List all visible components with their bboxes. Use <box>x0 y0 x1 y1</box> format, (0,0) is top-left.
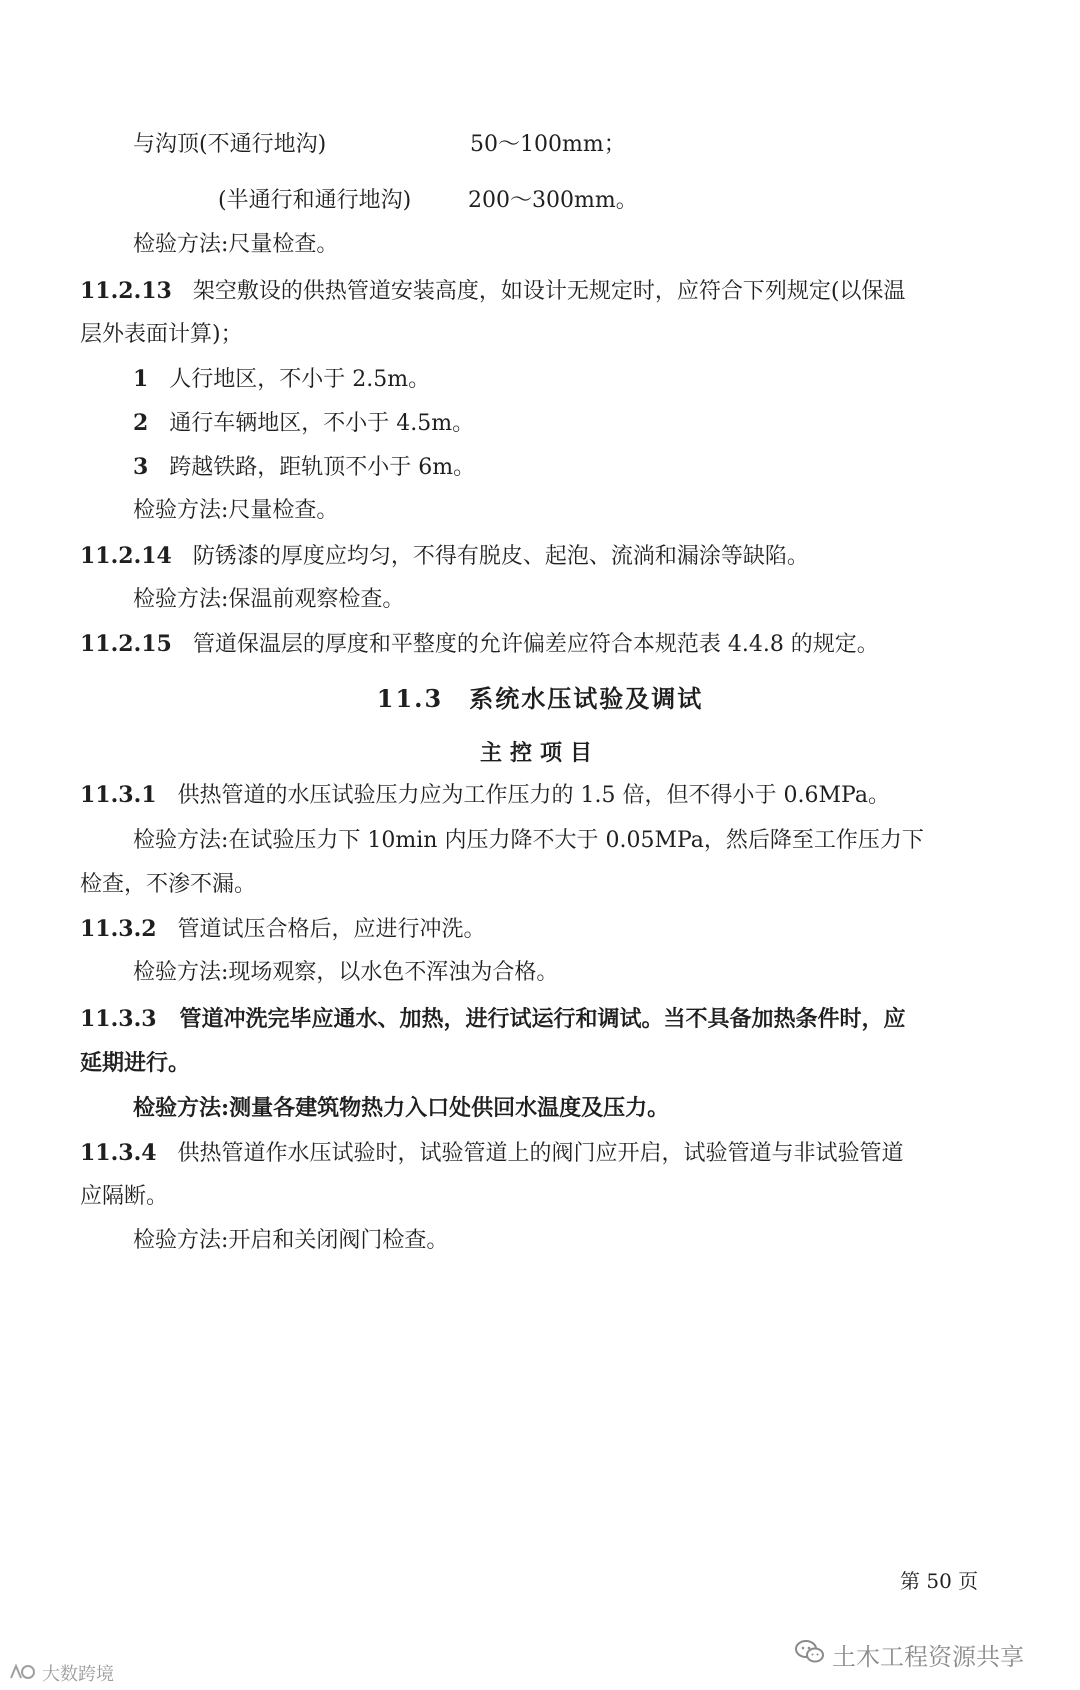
clause-number: 11.2.13 <box>80 278 172 304</box>
watermark-right: 土木工程资源共享 <box>832 1643 1024 1671</box>
clause-11-2-14 <box>80 541 809 572</box>
text-line: 检验方法:尺量检查。 <box>133 232 339 257</box>
text-line: 检验方法:现场观察，以水色不浑浊为合格。 <box>133 960 559 985</box>
clause-text: 管道保温层的厚度和平整度的允许偏差应符合本规范表 4.4.8 的规定。 <box>192 632 879 657</box>
clause-number: 11.3.3 <box>80 1006 157 1032</box>
text-line: 检查，不渗不漏。 <box>80 872 257 897</box>
clause-number: 11.3.4 <box>80 1140 157 1166</box>
watermark-left: 大数跨境 <box>42 1664 114 1685</box>
clause-11-2-13 <box>80 276 905 307</box>
text-line: 50～100mm； <box>470 132 626 157</box>
wechat-icon <box>795 1639 825 1665</box>
section-title: 11.3 系统水压试验及调试 <box>376 684 704 713</box>
text-line: 检验方法:保温前观察检查。 <box>133 587 405 612</box>
clause-number: 11.2.14 <box>80 543 172 569</box>
text-line: 200～300mm。 <box>468 188 638 213</box>
text-line: 应隔断。 <box>80 1184 169 1209</box>
clause-number: 11.3.2 <box>80 916 157 942</box>
text-line: 延期进行。 <box>80 1050 191 1076</box>
text-line: 与沟顶(不通行地沟) <box>133 132 327 157</box>
list-text: 人行地区，不小于 2.5m。 <box>169 367 431 392</box>
clause-number: 11.3.1 <box>80 782 157 808</box>
page-number: 第 50 页 <box>900 1569 979 1593</box>
list-text: 跨越铁路，距轨顶不小于 6m。 <box>169 455 476 480</box>
text-line: 检验方法:测量各建筑物热力入口处供回水温度及压力。 <box>133 1095 670 1121</box>
clause-text: 供热管道的水压试验压力应为工作压力的 1.5 倍，但不得小于 0.6MPa。 <box>177 783 890 808</box>
clause-text: 供热管道作水压试验时，试验管道上的阀门应开启，试验管道与非试验管道 <box>177 1141 904 1166</box>
clause-text: 架空敷设的供热管道安装高度，如设计无规定时，应符合下列规定(以保温 <box>192 279 906 304</box>
text-line: (半通行和通行地沟) <box>218 188 412 213</box>
clause-text: 管道冲洗完毕应通水、加热，进行试运行和调试。当不具备加热条件时，应 <box>179 1006 906 1032</box>
clause-11-3-1 <box>80 780 890 811</box>
subsection-title: 主控项目 <box>479 740 600 766</box>
list-number: 3 <box>133 454 149 480</box>
text-line: 检验方法:开启和关闭阀门检查。 <box>133 1228 449 1253</box>
clause-text: 防锈漆的厚度应均匀，不得有脱皮、起泡、流淌和漏涂等缺陷。 <box>192 544 809 569</box>
clause-11-2-15 <box>80 629 879 660</box>
clause-number: 11.2.15 <box>80 631 172 657</box>
list-item <box>133 364 430 395</box>
text-line: 层外表面计算)； <box>80 322 243 347</box>
list-text: 通行车辆地区，不小于 4.5m。 <box>169 411 475 436</box>
list-item <box>133 452 475 483</box>
text-line: 检验方法:在试验压力下 10min 内压力降不大于 0.05MPa，然后降至工作压力下 <box>133 828 924 853</box>
clause-11-3-2 <box>80 914 486 945</box>
list-number: 2 <box>133 410 149 436</box>
clause-11-3-3 <box>80 1004 906 1034</box>
clause-text: 管道试压合格后，应进行冲洗。 <box>177 917 486 942</box>
clause-11-3-4 <box>80 1138 904 1169</box>
watermark-logo-icon <box>8 1662 38 1682</box>
list-item <box>133 408 474 439</box>
list-number: 1 <box>133 366 149 392</box>
text-line: 检验方法:尺量检查。 <box>133 498 339 523</box>
